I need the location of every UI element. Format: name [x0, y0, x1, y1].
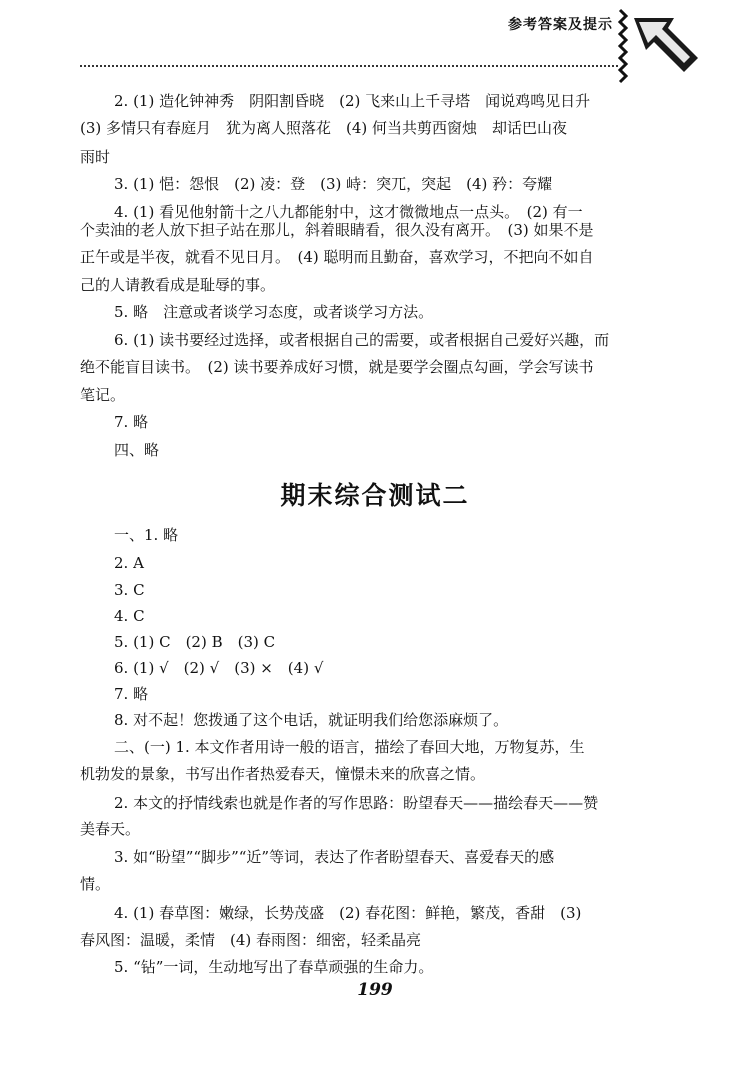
answer-line: 正午或是半夜，就看不见日月。 (4) 聪明而且勤奋，喜欢学习，不把向不如自: [80, 248, 594, 266]
answer-line: 4. (1) 春草图：嫩绿，长势茂盛 (2) 春花图：鲜艳，繁茂，香甜 (3): [114, 904, 582, 922]
answer-line: 5. “钻”一词，生动地写出了春草顽强的生命力。: [114, 958, 434, 976]
answer-line: 笔记。: [80, 386, 126, 404]
answer-line: 个卖油的老人放下担子站在那儿，斜着眼睛看，很久没有离开。 (3) 如果不是: [80, 221, 594, 239]
answer-line: 4. (1) 看见他射箭十之八九都能射中，这才微微地点一点头。 (2) 有一: [114, 203, 583, 221]
answer-line: 绝不能盲目读书。 (2) 读书要养成好习惯，就是要学会圈点勾画，学会写读书: [80, 358, 594, 376]
answer-line: 美春天。: [80, 820, 141, 838]
page-number: 199: [357, 980, 393, 1000]
answer-line: 6. (1) 读书要经过选择，或者根据自己的需要，或者根据自己爱好兴趣，而: [114, 331, 610, 349]
answer-line: 春风图：温暖，柔情 (4) 春雨图：细密，轻柔晶亮: [80, 931, 422, 949]
answer-line: (3) 多情只有春庭月 犹为离人照落花 (4) 何当共剪西窗烛 却话巴山夜: [80, 119, 568, 137]
answer-line: 2. (1) 造化钟神秀 阴阳割昏晓 (2) 飞来山上千寻塔 闻说鸡鸣见日升: [114, 92, 591, 110]
header-rule: [80, 65, 618, 67]
answer-line: 情。: [80, 875, 111, 893]
header-label: 参考答案及提示: [508, 17, 613, 33]
answer-line: 7. 略: [114, 685, 149, 703]
answer-line: 4. C: [114, 607, 145, 625]
section-title: 期末综合测试二: [280, 481, 470, 510]
answer-line: 二、(一) 1. 本文作者用诗一般的语言，描绘了春回大地，万物复苏，生: [114, 738, 585, 756]
answer-line: 3. (1) 悒：怨恨 (2) 凌：登 (3) 峙：突兀，突起 (4) 矜：夸耀: [114, 175, 553, 193]
answer-line: 8. 对不起！您拨通了这个电话，就证明我们给您添麻烦了。: [114, 711, 509, 729]
answer-line: 3. 如“盼望”“脚步”“近”等词，表达了作者盼望春天、喜爱春天的感: [114, 848, 555, 866]
answer-line: 雨时: [80, 148, 111, 166]
arrow-icon: [612, 6, 702, 86]
answer-line: 5. (1) C (2) B (3) C: [114, 633, 276, 651]
answer-line: 己的人请教看成是耻辱的事。: [80, 276, 276, 294]
answer-line: 7. 略: [114, 413, 149, 431]
answer-line: 四、略: [114, 441, 160, 459]
answer-line: 一、1. 略: [114, 526, 179, 544]
answer-line: 3. C: [114, 581, 145, 599]
answer-line: 2. A: [114, 554, 144, 572]
answer-line: 2. 本文的抒情线索也就是作者的写作思路：盼望春天——描绘春天——赞: [114, 794, 599, 812]
answer-line: 机勃发的景象，书写出作者热爱春天，憧憬未来的欣喜之情。: [80, 765, 486, 783]
answer-line: 5. 略 注意或者谈学习态度，或者谈学习方法。: [114, 303, 434, 321]
answer-line: 6. (1) √ (2) √ (3) × (4) √: [114, 659, 324, 677]
